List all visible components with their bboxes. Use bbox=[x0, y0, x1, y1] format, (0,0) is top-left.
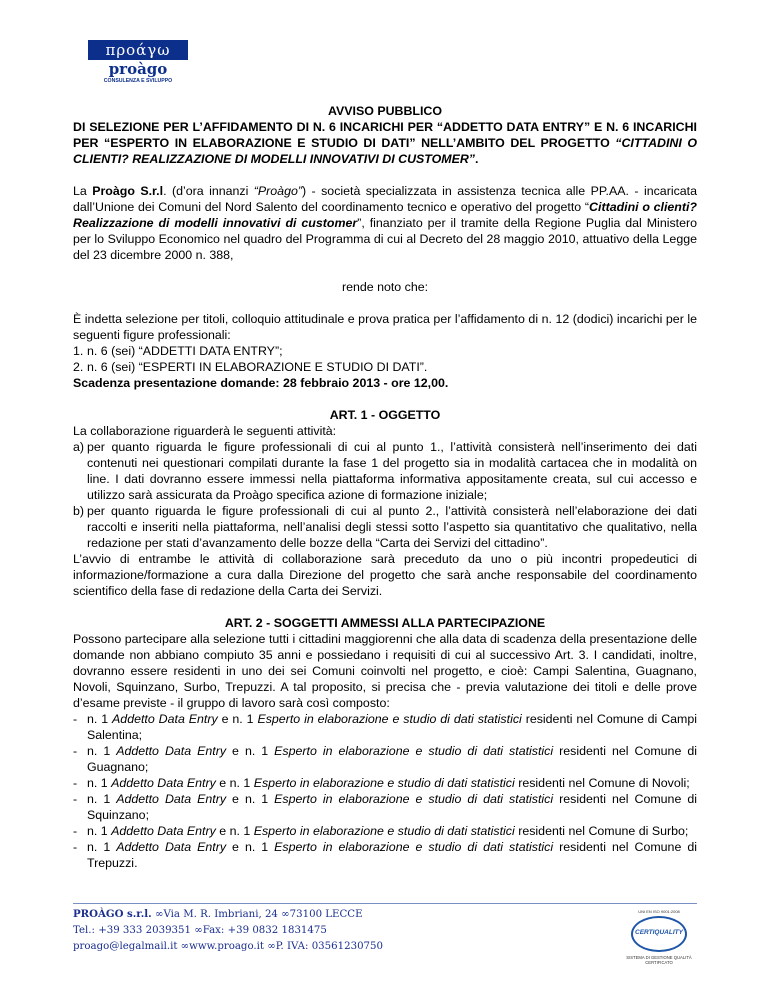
intro-text-3: ) - società specializzata in assistenza tecnica alle PP.AA. - incaricata dall’Unione dei Comuni del Nord Salento del coordinamento tecnico e operativo del progetto “ bbox=[73, 184, 697, 214]
art1-item bbox=[73, 439, 697, 503]
subtitle-text: DI SELEZIONE PER L’AFFIDAMENTO DI N. 6 INCARICHI PER “ADDETTO DATA ENTRY” E N. 6 INCARICHI PER “ESPERTO IN ELABORAZIONE E STUDIO DI DATI” NELL’AMBITO DEL PROGETTO bbox=[73, 120, 697, 150]
count: n. 1 bbox=[87, 744, 117, 758]
town-name: Surbo bbox=[651, 824, 685, 838]
list-dash: - bbox=[73, 840, 78, 854]
art2-heading: ART. 2 - SOGGETTI AMMESSI ALLA PARTECIPAZIONE bbox=[224, 616, 546, 630]
team-composition-item bbox=[73, 839, 697, 871]
role-expert: Esperto in elaborazione e studio di dati statistici bbox=[253, 824, 515, 838]
count: n. 1 bbox=[87, 792, 117, 806]
art1-item-text: per quanto riguarda le figure professionali di cui al punto 2., l’attività consisterà nell’elaborazione dei dati raccolti e inseriti nella piattaforma, nell’analisi degli stessi sotto l’aspetto sia quantitativo che qualitativo, nella redazione per stati d’avanzamento delle bozze della “Carta dei Servizi del cittadino”. bbox=[87, 504, 697, 550]
punctuation: ; bbox=[138, 728, 143, 742]
document-body bbox=[73, 103, 697, 871]
team-composition-item bbox=[73, 775, 697, 791]
art1-item-label: a) bbox=[73, 440, 85, 454]
role-data-entry: Addetto Data Entry bbox=[116, 744, 227, 758]
intro-text-2: . (d’ora innanzi bbox=[163, 184, 254, 198]
intro-text-1: La bbox=[73, 184, 93, 198]
residence-text: residenti nel Comune di bbox=[553, 840, 697, 854]
certification-standard: UNI EN ISO 9001:2008 bbox=[638, 909, 680, 914]
selection-text: È indetta selezione per titoli, colloquio attitudinale e prova pratica per l’affidamento di n. 12 (dodici) incarichi per le seguenti figure professionali: bbox=[73, 312, 697, 342]
selection-item-text: n. 6 (sei) “ESPERTI IN ELABORAZIONE E STUDIO DI DATI”. bbox=[87, 360, 428, 374]
certification-name: CERTIQUALITY bbox=[635, 929, 683, 936]
town-name: Campi Salentina bbox=[87, 712, 697, 742]
town-name: Guagnano bbox=[87, 760, 145, 774]
footer-contacts: proago@legalmail.it ∞www.proago.it ∞P. IVA: 03561230750 bbox=[73, 941, 384, 952]
footer-divider bbox=[73, 903, 697, 904]
intro-project: Cittadini o clienti? Realizzazione di modelli innovativi di customer bbox=[73, 200, 697, 230]
count: n. 1 bbox=[87, 776, 112, 790]
conjunction: e n. 1 bbox=[226, 744, 275, 758]
punctuation: ; bbox=[684, 824, 689, 838]
footer bbox=[73, 906, 573, 955]
role-data-entry: Addetto Data Entry bbox=[111, 776, 216, 790]
selection-item bbox=[73, 359, 697, 375]
conjunction: e n. 1 bbox=[215, 776, 254, 790]
punctuation: ; bbox=[145, 808, 150, 822]
art1-item-label: b) bbox=[73, 504, 85, 518]
team-composition-item bbox=[73, 791, 697, 823]
role-expert: Esperto in elaborazione e studio di dati statistici bbox=[274, 744, 554, 758]
punctuation: . bbox=[134, 856, 138, 870]
intro-company: Proàgo S.r.l bbox=[92, 184, 164, 198]
town-name: Novoli bbox=[651, 776, 687, 790]
art1-item bbox=[73, 503, 697, 551]
role-expert: Esperto in elaborazione e studio di dati statistici bbox=[274, 840, 554, 854]
logo-greek-text: πρoάγω bbox=[88, 40, 188, 60]
role-data-entry: Addetto Data Entry bbox=[111, 824, 216, 838]
intro-alias: “Proàgo” bbox=[253, 184, 302, 198]
count: n. 1 bbox=[87, 840, 117, 854]
role-expert: Esperto in elaborazione e studio di dati statistici bbox=[274, 792, 554, 806]
list-dash: - bbox=[73, 824, 78, 838]
role-expert: Esperto in elaborazione e studio di dati statistici bbox=[253, 776, 515, 790]
team-composition-item bbox=[73, 743, 697, 775]
residence-text: residenti nel Comune di bbox=[514, 776, 652, 790]
conjunction: e n. 1 bbox=[226, 840, 275, 854]
certification-caption: SISTEMA DI GESTIONE QUALITÀ CERTIFICATO bbox=[626, 955, 692, 965]
town-name: Squinzano bbox=[87, 808, 146, 822]
logo-name: proàgo bbox=[108, 60, 168, 78]
subtitle-project: “CITTADINI O CLIENTI? REALIZZAZIONE DI MODELLI INNOVATIVI DI CUSTOMER” bbox=[73, 136, 697, 166]
selection-item-number: 1. bbox=[73, 344, 84, 358]
role-expert: Esperto in elaborazione e studio di dati statistici bbox=[257, 712, 522, 726]
footer-address bbox=[73, 906, 573, 923]
footer-phone: Tel.: +39 333 2039351 ∞Fax: +39 0832 1831475 bbox=[73, 925, 327, 936]
selection-item-number: 2. bbox=[73, 360, 84, 374]
residence-text: residenti nel Comune di bbox=[521, 712, 662, 726]
notice-title: AVVISO PUBBLICO bbox=[327, 104, 443, 118]
role-data-entry: Addetto Data Entry bbox=[116, 840, 227, 854]
list-dash: - bbox=[73, 776, 78, 790]
residence-text: residenti nel Comune di bbox=[553, 792, 697, 806]
art1-heading: ART. 1 - OGGETTO bbox=[329, 408, 441, 422]
selection-item bbox=[73, 343, 697, 359]
footer-address-text: ∞Via M. R. Imbriani, 24 ∞73100 LECCE bbox=[151, 909, 363, 920]
team-composition-item bbox=[73, 823, 697, 839]
intro-paragraph bbox=[73, 183, 697, 263]
residence-text: residenti nel Comune di bbox=[553, 744, 697, 758]
company-logo bbox=[86, 40, 190, 86]
count: n. 1 bbox=[87, 824, 112, 838]
town-name: Trepuzzi bbox=[87, 856, 135, 870]
role-data-entry: Addetto Data Entry bbox=[112, 712, 218, 726]
notice-statement: rende noto che: bbox=[341, 280, 429, 294]
conjunction: e n. 1 bbox=[217, 712, 258, 726]
subtitle-end: . bbox=[475, 152, 479, 166]
art1-lead: La collaborazione riguarderà le seguenti attività: bbox=[73, 424, 337, 438]
art2-text: Possono partecipare alla selezione tutti i cittadini maggiorenni che alla data di scadenza della presentazione delle domande non abbiano compiuto 35 anni e possiedano i requisiti di cui al successivo Art. 3. I candidati, inoltre, dovranno essere residenti in uno dei sei Comuni coinvolti nel progetto, e cioè: Campi Salentina, Guagnano, Novoli, Squinzano, Surbo, Trepuzzi. A tal proposito, si precisa che - previa valutazione dei titoli e delle prove d’esame previste - il gruppo di lavoro sarà così composto: bbox=[73, 632, 697, 710]
certification-badge bbox=[622, 909, 696, 969]
logo-tagline: CONSULENZA E SVILUPPO bbox=[103, 78, 173, 84]
punctuation: ; bbox=[144, 760, 149, 774]
conjunction: e n. 1 bbox=[215, 824, 254, 838]
count: n. 1 bbox=[87, 712, 113, 726]
selection-item-text: n. 6 (sei) “ADDETTI DATA ENTRY”; bbox=[87, 344, 283, 358]
footer-company: PROÀGO s.r.l. bbox=[73, 908, 152, 920]
deadline: Scadenza presentazione domande: 28 febbraio 2013 - ore 12,00. bbox=[73, 376, 449, 390]
intro-text-4: ”, finanziato per il tramite della Regione Puglia dal Ministero per lo Sviluppo Economico nel quadro del Programma di cui al Decreto del 28 maggio 2010, attuativo della Legge del 23 dicembre 2000 n. 388, bbox=[73, 216, 698, 262]
punctuation: ; bbox=[686, 776, 690, 790]
notice-subtitle bbox=[73, 119, 697, 167]
list-dash: - bbox=[73, 744, 78, 758]
town-list bbox=[73, 711, 697, 871]
art1-item-text: per quanto riguarda le figure professionali di cui al punto 1., l’attività consisterà nell’inserimento dei dati contenuti nei questionari compilati durante la fase 1 del progetto sia in modalità cartacea che in modalità on line. I dati dovranno essere immessi nella piattaforma informativa appositamente creata, sul cui accesso e utilizzo sarà assicurata da Proàgo specifica azione di formazione iniziale; bbox=[87, 440, 697, 502]
art1-closing: L’avvio di entrambe le attività di collaborazione sarà preceduto da uno o più incontri propedeutici di informazione/formazione a cura dalla Direzione del progetto che sarà anche responsabile del coordinamento scientifico della fase di redazione della Carta dei Servizi. bbox=[73, 552, 697, 598]
role-data-entry: Addetto Data Entry bbox=[116, 792, 227, 806]
residence-text: residenti nel Comune di bbox=[514, 824, 652, 838]
conjunction: e n. 1 bbox=[226, 792, 275, 806]
team-composition-item bbox=[73, 711, 697, 743]
certification-seal-icon bbox=[631, 916, 687, 952]
list-dash: - bbox=[73, 792, 78, 806]
list-dash: - bbox=[73, 712, 78, 726]
